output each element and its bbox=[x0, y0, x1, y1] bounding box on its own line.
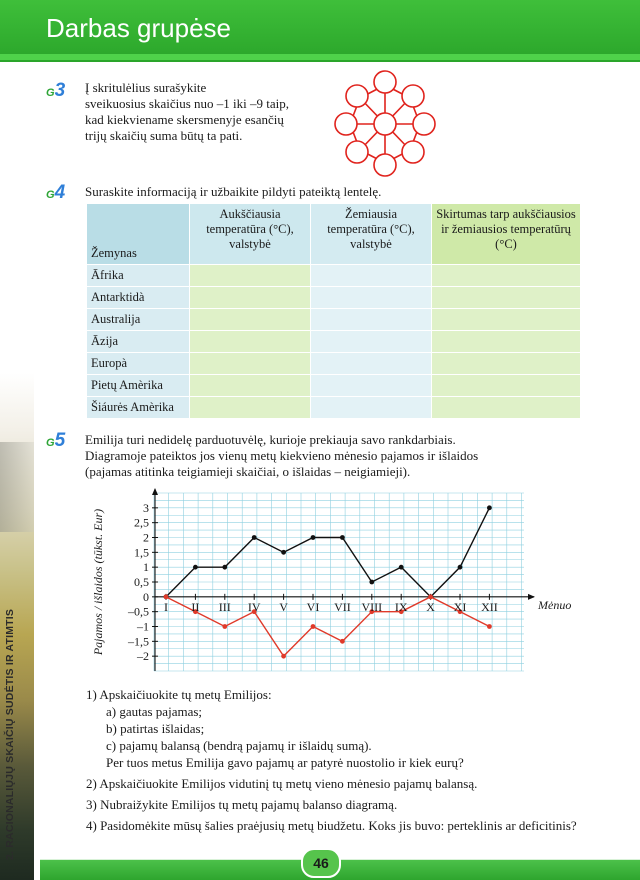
x-axis-title: Mėnuo bbox=[538, 597, 572, 612]
page-number: 46 bbox=[301, 848, 341, 878]
task-3-text bbox=[85, 80, 289, 144]
badge-number: 3 bbox=[54, 80, 66, 101]
chapter-label: 2. RACIONALIŲJŲ SKAIČIŲ SUDĖTIS IR ATIMTIS bbox=[4, 608, 16, 860]
answer-cell[interactable] bbox=[190, 331, 311, 353]
column-header: Aukščiausia temperatūra (°C), valstybė bbox=[190, 204, 311, 265]
column-header: Žemynas bbox=[87, 204, 190, 265]
task-5-intro bbox=[85, 432, 478, 480]
task-3-badge bbox=[46, 80, 65, 102]
answer-cell[interactable] bbox=[432, 397, 581, 419]
task-4-instruction: Suraskite informaciją ir užbaikite pildyti pateiktą lentelę. bbox=[85, 184, 382, 199]
data-point-pajamos bbox=[399, 565, 404, 570]
table-row bbox=[87, 265, 581, 287]
table-row bbox=[87, 397, 581, 419]
x-axis-arrow bbox=[528, 594, 535, 600]
number-circle[interactable] bbox=[374, 154, 396, 176]
chart-grid bbox=[154, 493, 524, 671]
intro-line: (pajamas atitinka teigiamieji skaičiai, o išlaidas – neigiamieji). bbox=[85, 464, 411, 479]
answer-cell[interactable] bbox=[190, 265, 311, 287]
question-4: 4) Pasidomėkite mūsų šalies praėjusių metų biudžetu. Koks jis buvo: perteklinis ar deficitinis? bbox=[86, 818, 577, 833]
x-tick-label: IV bbox=[247, 599, 261, 614]
y-axis-title: Pajamos / išlaidos (tūkst. Eur) bbox=[91, 508, 105, 656]
data-point-pajamos bbox=[222, 565, 227, 570]
answer-cell[interactable] bbox=[190, 397, 311, 419]
data-point-išlaidos bbox=[164, 594, 169, 599]
task-5-questions bbox=[86, 686, 577, 834]
data-point-pajamos bbox=[458, 565, 463, 570]
table-row bbox=[87, 331, 581, 353]
answer-cell[interactable] bbox=[432, 265, 581, 287]
answer-cell[interactable] bbox=[190, 353, 311, 375]
y-tick-label: 2 bbox=[143, 530, 149, 545]
data-point-pajamos bbox=[311, 535, 316, 540]
answer-cell[interactable] bbox=[432, 287, 581, 309]
data-point-pajamos bbox=[252, 535, 257, 540]
temperature-table bbox=[86, 203, 581, 419]
x-tick-label: I bbox=[164, 599, 168, 614]
answer-cell[interactable] bbox=[311, 375, 432, 397]
continent-cell: Āzija bbox=[87, 331, 190, 353]
x-tick-label: XII bbox=[481, 599, 498, 614]
question-3: 3) Nubraižykite Emilijos tų metų pajamų balanso diagramą. bbox=[86, 797, 398, 812]
page-title: Darbas grupėse bbox=[46, 13, 231, 43]
data-point-išlaidos bbox=[311, 624, 316, 629]
data-point-pajamos bbox=[193, 565, 198, 570]
y-tick-label: 1 bbox=[143, 560, 149, 575]
answer-cell[interactable] bbox=[311, 309, 432, 331]
badge-letter: G bbox=[46, 437, 55, 449]
task-3-line: Į skritulėlius surašykite bbox=[85, 80, 207, 95]
answer-cell[interactable] bbox=[190, 309, 311, 331]
page-header bbox=[0, 0, 640, 62]
data-point-išlaidos bbox=[222, 624, 227, 629]
data-point-išlaidos bbox=[340, 639, 345, 644]
question-1-followup: Per tuos metus Emilija gavo pajamų ar patyrė nuostolio ir kiek eurų? bbox=[106, 755, 464, 770]
y-tick-label: 2,5 bbox=[134, 515, 149, 530]
x-tick-label: III bbox=[218, 599, 231, 614]
x-tick-label: VIII bbox=[361, 599, 383, 614]
number-circle[interactable] bbox=[346, 141, 368, 163]
task-5-badge bbox=[46, 430, 65, 452]
question-1b: b) patirtas išlaidas; bbox=[106, 721, 205, 736]
task-4-badge bbox=[46, 182, 65, 204]
task-3-line: kad kiekviename skersmenyje esančių bbox=[85, 112, 284, 127]
y-tick-label: –2 bbox=[137, 649, 149, 664]
question-1c: c) pajamų balansą (bendrą pajamų ir išlaidų sumą). bbox=[106, 738, 372, 753]
question-1: 1) Apskaičiuokite tų metų Emilijos: bbox=[86, 687, 272, 702]
table-row bbox=[87, 375, 581, 397]
x-tick-label: X bbox=[426, 599, 435, 614]
data-point-išlaidos bbox=[281, 654, 286, 659]
continent-cell: Australija bbox=[87, 309, 190, 331]
x-tick-label: VII bbox=[334, 599, 351, 614]
data-point-išlaidos bbox=[487, 624, 492, 629]
y-tick-label: 3 bbox=[143, 500, 149, 515]
y-axis-arrow bbox=[152, 488, 158, 495]
table-header-row bbox=[87, 204, 581, 265]
data-point-pajamos bbox=[340, 535, 345, 540]
intro-line: Emilija turi nedidelę parduotuvėlę, kurioje prekiauja savo rankdarbiais. bbox=[85, 432, 456, 447]
x-tick-label: IX bbox=[394, 599, 408, 614]
intro-line: Diagramoje pateiktos jos vienų metų kiekvieno mėnesio pajamos ir išlaidos bbox=[85, 448, 479, 463]
answer-cell[interactable] bbox=[432, 309, 581, 331]
badge-number: 4 bbox=[54, 182, 66, 203]
number-circle[interactable] bbox=[413, 113, 435, 135]
x-tick-label: XI bbox=[453, 599, 467, 614]
center-circle[interactable] bbox=[374, 113, 396, 135]
table-row bbox=[87, 353, 581, 375]
answer-cell[interactable] bbox=[311, 287, 432, 309]
question-2: 2) Apskaičiuokite Emilijos vidutinį tų metų vieno mėnesio pajamų balansą. bbox=[86, 776, 478, 791]
header-divider bbox=[0, 54, 640, 60]
y-tick-label: 1,5 bbox=[134, 545, 149, 560]
data-point-pajamos bbox=[281, 550, 286, 555]
continent-cell: Europà bbox=[87, 353, 190, 375]
answer-cell[interactable] bbox=[311, 397, 432, 419]
number-circle[interactable] bbox=[402, 85, 424, 107]
badge-letter: G bbox=[46, 87, 55, 99]
answer-cell[interactable] bbox=[190, 287, 311, 309]
circle-diagram bbox=[330, 68, 440, 180]
answer-cell[interactable] bbox=[311, 331, 432, 353]
task-3-line: trijų skaičių suma būtų ta pati. bbox=[85, 128, 243, 143]
x-tick-label: VI bbox=[306, 599, 320, 614]
y-tick-label: 0,5 bbox=[134, 575, 149, 589]
answer-cell[interactable] bbox=[311, 265, 432, 287]
answer-cell[interactable] bbox=[432, 353, 581, 375]
task-3-line: sveikuosius skaičius nuo –1 iki –9 taip, bbox=[85, 96, 290, 111]
column-header: Skirtumas tarp aukščiausios ir žemiausios temperatūrų (°C) bbox=[432, 204, 581, 265]
number-circle[interactable] bbox=[402, 141, 424, 163]
x-tick-label: V bbox=[279, 599, 288, 614]
x-tick-label: II bbox=[191, 599, 200, 614]
y-tick-label: 0 bbox=[143, 589, 149, 604]
question-1a: a) gautas pajamas; bbox=[106, 704, 203, 719]
answer-cell[interactable] bbox=[432, 375, 581, 397]
y-tick-label: –1 bbox=[137, 619, 149, 634]
continent-cell: Pietų Amèrika bbox=[87, 375, 190, 397]
y-tick-label: –0,5 bbox=[128, 604, 149, 619]
continent-cell: Antarktidà bbox=[87, 287, 190, 309]
data-point-išlaidos bbox=[428, 594, 433, 599]
answer-cell[interactable] bbox=[190, 375, 311, 397]
answer-cell[interactable] bbox=[432, 331, 581, 353]
badge-letter: G bbox=[46, 189, 55, 201]
income-expense-chart bbox=[84, 487, 586, 679]
number-circle[interactable] bbox=[335, 113, 357, 135]
y-tick-label: –1,5 bbox=[128, 634, 149, 649]
continent-cell: Āfrika bbox=[87, 265, 190, 287]
data-point-pajamos bbox=[487, 505, 492, 510]
number-circle[interactable] bbox=[374, 71, 396, 93]
table-row bbox=[87, 309, 581, 331]
column-header: Žemiausia temperatūra (°C), valstybė bbox=[311, 204, 432, 265]
table-row bbox=[87, 287, 581, 309]
number-circle[interactable] bbox=[346, 85, 368, 107]
continent-cell: Šiáurės Amèrika bbox=[87, 397, 190, 419]
data-point-pajamos bbox=[369, 580, 374, 585]
badge-number: 5 bbox=[54, 430, 66, 451]
answer-cell[interactable] bbox=[311, 353, 432, 375]
